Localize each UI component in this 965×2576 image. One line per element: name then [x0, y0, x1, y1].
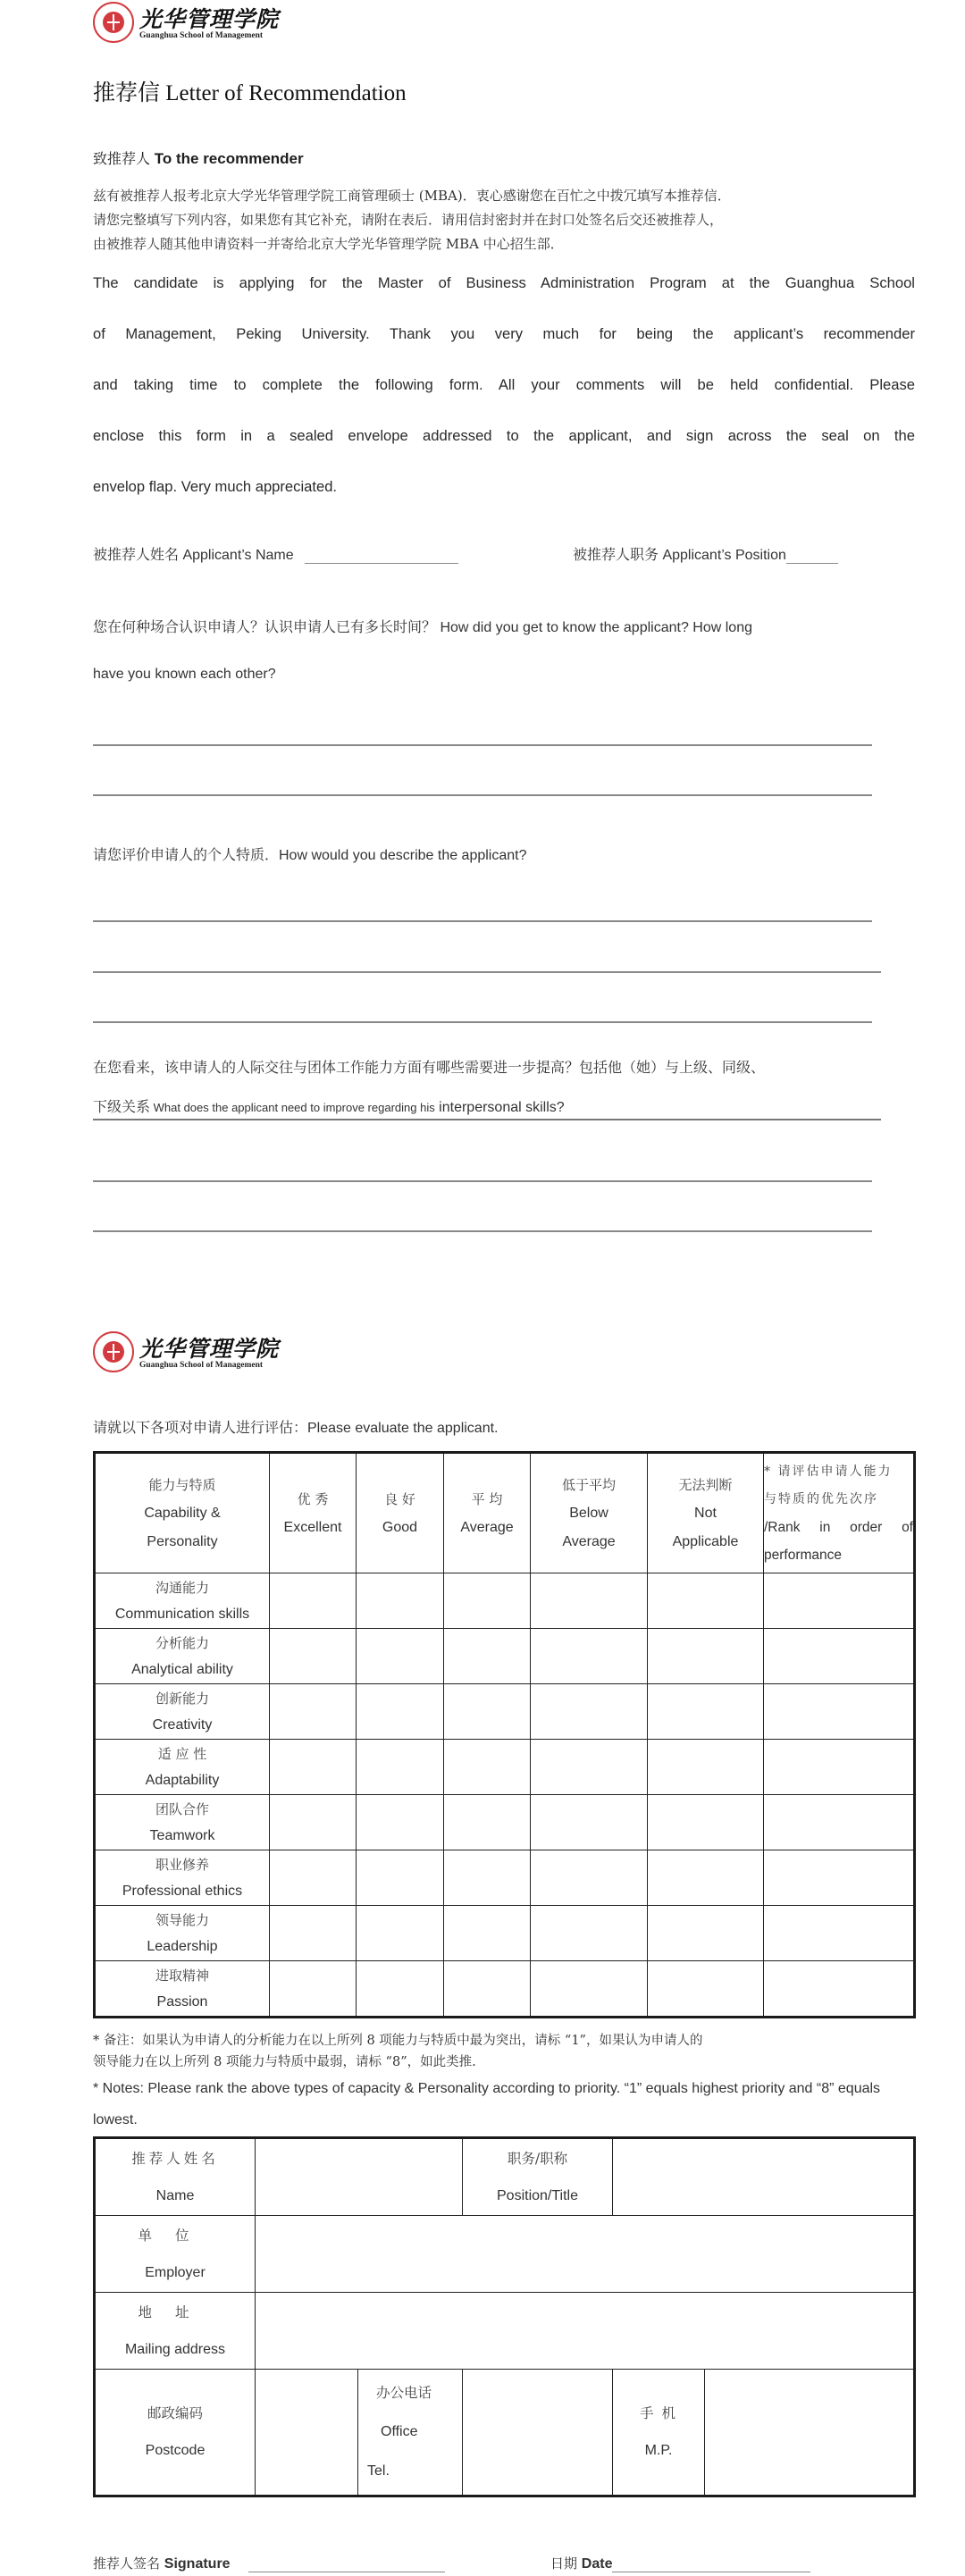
rating-cell-below-average[interactable]: [531, 1684, 648, 1740]
ranking-notes: [93, 2030, 915, 2135]
question-2-line: 请您评价申请人的个人特质．How would you describe the applicant?: [93, 848, 527, 863]
date-field: [550, 2554, 810, 2572]
rating-cell-not-applicable[interactable]: [648, 1740, 764, 1795]
table-row: [95, 1740, 915, 1795]
rating-cell-average[interactable]: [444, 1906, 531, 1961]
rating-cell-rank[interactable]: [764, 1906, 915, 1961]
capability-cn: 职业修养: [155, 1856, 209, 1873]
header-en: Capability &: [144, 1505, 221, 1521]
applicant-position-field: [573, 543, 838, 564]
employer-label-cn: 单位: [138, 2227, 213, 2244]
applicant-name-input[interactable]: [305, 547, 458, 564]
date-label-cn: 日期: [550, 2555, 582, 2572]
signature-field: [93, 2554, 445, 2572]
capability-cell: [95, 1961, 270, 2018]
capability-en: Leadership: [147, 1938, 218, 1954]
rating-cell-excellent[interactable]: [270, 1629, 357, 1684]
rating-cell-good[interactable]: [357, 1573, 444, 1629]
header-cn: 良 好: [384, 1490, 415, 1507]
capability-cn: 分析能力: [155, 1634, 209, 1651]
header-rank: [764, 1453, 915, 1573]
intro-cn-paragraph: [93, 184, 915, 256]
employer-row: [95, 2216, 915, 2293]
table-row: [95, 1961, 915, 2018]
header-cn: 平 均: [471, 1490, 503, 1507]
position-label-cn: 职务/职称: [507, 2150, 568, 2167]
intro-en-line: The candidate is applying for the Master of Business Administration Program at the Guanghua School: [93, 274, 915, 291]
signature-label-cn: 推荐人签名: [93, 2555, 164, 2572]
mobile-label-cell: [613, 2370, 705, 2496]
question-1-line: 您在何种场合认识申请人？认识申请人已有多长时间？ How did you get to know the applicant? How long: [93, 620, 752, 635]
answer-line[interactable]: [93, 920, 872, 922]
header-en: Excellent: [283, 1519, 342, 1535]
office-tel-input[interactable]: [463, 2370, 613, 2496]
capability-en: Creativity: [152, 1716, 213, 1733]
question-3-en: interpersonal skills?: [434, 1100, 565, 1115]
rating-cell-good[interactable]: [357, 1961, 444, 2018]
question-3-en-small: What does the applicant need to improve regarding his: [150, 1101, 435, 1114]
table-row: [95, 1795, 915, 1850]
question-1-line: have you known each other?: [93, 667, 276, 682]
address-label-cell: [95, 2293, 256, 2370]
header-en: performance: [764, 1547, 843, 1563]
note-cn-line: 领导能力在以上所列 8 项能力与特质中最弱，请标 “8”，如此类推.: [93, 2055, 476, 2069]
recommender-position-input[interactable]: [613, 2138, 915, 2216]
answer-line[interactable]: [93, 1230, 872, 1232]
rating-cell-not-applicable[interactable]: [648, 1961, 764, 2018]
note-cn-line: * 备注：如果认为申请人的分析能力在以上所列 8 项能力与特质中最为突出，请标 “1”，如果认为申请人的: [93, 2034, 703, 2048]
capability-cell: [95, 1629, 270, 1684]
capability-cn: 领导能力: [155, 1911, 209, 1928]
header-cn: 低于平均: [561, 1476, 616, 1493]
office-tel-label-en: Office: [381, 2424, 418, 2439]
capability-cn: 沟通能力: [155, 1579, 209, 1596]
rating-cell-not-applicable[interactable]: [648, 1850, 764, 1906]
name-label-en: Name: [155, 2187, 195, 2203]
rating-cell-not-applicable[interactable]: [648, 1573, 764, 1629]
mobile-label-en: M.P.: [644, 2443, 673, 2458]
header-cn: 能力与特质: [148, 1476, 216, 1493]
header-en: Good: [382, 1519, 418, 1535]
postcode-label-cell: [95, 2370, 256, 2496]
capability-cell: [95, 1740, 270, 1795]
capability-en: Professional ethics: [122, 1883, 243, 1899]
table-row: [95, 1684, 915, 1740]
header-en: Average: [460, 1519, 514, 1535]
date-label-en: Date: [581, 2556, 613, 2572]
header-en: Personality: [147, 1533, 218, 1549]
answer-line[interactable]: [93, 794, 872, 796]
capability-cell: [95, 1906, 270, 1961]
rating-cell-rank[interactable]: [764, 1629, 915, 1684]
rating-cell-excellent[interactable]: [270, 1850, 357, 1906]
rating-cell-average[interactable]: [444, 1684, 531, 1740]
capability-cell: [95, 1850, 270, 1906]
table-row: [95, 1906, 915, 1961]
question-3-line-2: [93, 1095, 881, 1120]
heading-cn: 致推荐人: [93, 150, 151, 167]
rating-cell-excellent[interactable]: [270, 1795, 357, 1850]
rating-cell-rank[interactable]: [764, 1795, 915, 1850]
rating-cell-excellent[interactable]: [270, 1906, 357, 1961]
header-cn: 优 秀: [297, 1490, 329, 1507]
rating-cell-rank[interactable]: [764, 1850, 915, 1906]
capability-cell: [95, 1573, 270, 1629]
evaluation-table: [93, 1451, 916, 2018]
answer-line[interactable]: [93, 971, 881, 973]
rating-cell-rank[interactable]: [764, 1961, 915, 2018]
university-seal-icon: [93, 1331, 134, 1372]
postcode-label-en: Postcode: [145, 2443, 206, 2458]
university-seal-icon: [93, 2, 134, 43]
header-below-average: [531, 1453, 648, 1573]
header-en: Below: [569, 1505, 608, 1521]
rating-cell-below-average[interactable]: [531, 1906, 648, 1961]
position-label-cell: [463, 2138, 613, 2216]
signature-label-en: Signature: [164, 2556, 231, 2572]
office-tel-label-en2: Tel.: [367, 2463, 390, 2479]
rating-cell-below-average[interactable]: [531, 1961, 648, 2018]
capability-en: Adaptability: [145, 1772, 220, 1788]
answer-line[interactable]: [93, 744, 872, 746]
rating-cell-not-applicable[interactable]: [648, 1906, 764, 1961]
intro-cn-line: 请您完整填写下列内容，如果您有其它补充，请附在表后．请用信封密封并在封口处签名后交还被推荐人，: [93, 212, 724, 228]
intro-cn-line: 兹有被推荐人报考北京大学光华管理学院工商管理硕士 (MBA)．衷心感谢您在百忙之中拨冗填写本推荐信．: [93, 188, 731, 204]
capability-cell: [95, 1684, 270, 1740]
question-3-cn: 下级关系: [93, 1100, 151, 1115]
question-3-line: 在您看来，该申请人的人际交往与团体工作能力方面有哪些需要进一步提高？包括他（她）与上级、同级、: [93, 1061, 766, 1076]
postcode-label-cn: 邮政编码: [147, 2405, 203, 2421]
header-en: Applicable: [672, 1533, 739, 1549]
recommender-name-input[interactable]: [256, 2138, 463, 2216]
rating-cell-rank[interactable]: [764, 1740, 915, 1795]
rating-cell-average[interactable]: [444, 1850, 531, 1906]
logo-cn-name: 光华管理学院: [139, 6, 280, 32]
mobile-input[interactable]: [705, 2370, 915, 2496]
rating-cell-average[interactable]: [444, 1740, 531, 1795]
recommender-name-row: [95, 2138, 915, 2216]
rating-cell-good[interactable]: [357, 1629, 444, 1684]
name-label-cell: [95, 2138, 256, 2216]
school-logo: [93, 1331, 290, 1378]
rating-cell-excellent[interactable]: [270, 1573, 357, 1629]
office-tel-label-cell: [358, 2370, 463, 2496]
rating-cell-not-applicable[interactable]: [648, 1795, 764, 1850]
applicant-name-label: 被推荐人姓名 Applicant’s Name: [93, 548, 294, 563]
logo-en-name: Guanghua School of Management: [139, 1361, 264, 1370]
name-label-cn: 推荐人姓名: [131, 2150, 219, 2167]
header-excellent: [270, 1453, 357, 1573]
address-row: [95, 2293, 915, 2370]
rating-cell-excellent[interactable]: [270, 1961, 357, 2018]
header-average: [444, 1453, 531, 1573]
intro-en-line: envelop flap. Very much appreciated.: [93, 478, 338, 495]
header-cn: 无法判断: [678, 1476, 733, 1493]
capability-en: Analytical ability: [131, 1661, 233, 1677]
capability-cn: 团队合作: [155, 1800, 209, 1817]
rating-cell-average[interactable]: [444, 1961, 531, 2018]
address-label-en: Mailing address: [124, 2341, 226, 2357]
header-cn: * 请评估申请人能力: [764, 1464, 893, 1479]
header-capability: [95, 1453, 270, 1573]
heading-en: To the recommender: [150, 150, 304, 167]
address-input[interactable]: [256, 2293, 915, 2370]
employer-label-cell: [95, 2216, 256, 2293]
logo-cn-name: 光华管理学院: [139, 1336, 280, 1362]
capability-cn: 创新能力: [155, 1690, 209, 1707]
header-en: Not: [694, 1505, 717, 1521]
rating-cell-good[interactable]: [357, 1795, 444, 1850]
header-not-applicable: [648, 1453, 764, 1573]
logo-en-name: Guanghua School of Management: [139, 31, 264, 40]
capability-cn: 进取精神: [155, 1967, 209, 1984]
employer-input[interactable]: [256, 2216, 915, 2293]
applicant-position-label: 被推荐人职务 Applicant’s Position: [573, 548, 786, 563]
applicant-position-input[interactable]: [786, 547, 838, 564]
recommender-info-table: [93, 2136, 916, 2497]
capability-cell: [95, 1795, 270, 1850]
date-input[interactable]: [612, 2555, 810, 2572]
header-en: /Rank in order of: [764, 1519, 913, 1535]
recommender-heading: [93, 147, 304, 168]
school-logo: [93, 2, 290, 48]
rating-cell-good[interactable]: [357, 1740, 444, 1795]
contact-row: [95, 2370, 915, 2496]
capability-en: Teamwork: [149, 1827, 215, 1843]
rating-cell-below-average[interactable]: [531, 1850, 648, 1906]
table-row: [95, 1629, 915, 1684]
header-cn: 与特质的优先次序: [764, 1491, 878, 1506]
rating-cell-below-average[interactable]: [531, 1573, 648, 1629]
mobile-label-cn: 手 机: [640, 2405, 677, 2421]
rating-cell-not-applicable[interactable]: [648, 1684, 764, 1740]
rating-cell-good[interactable]: [357, 1906, 444, 1961]
intro-en-line: and taking time to complete the following form. All your comments will be held confidential. Please: [93, 376, 915, 393]
rating-cell-excellent[interactable]: [270, 1684, 357, 1740]
rating-cell-rank[interactable]: [764, 1684, 915, 1740]
rating-cell-excellent[interactable]: [270, 1740, 357, 1795]
capability-en: Communication skills: [114, 1606, 250, 1622]
rating-cell-below-average[interactable]: [531, 1795, 648, 1850]
rating-cell-average[interactable]: [444, 1795, 531, 1850]
page-title: 推荐信 Letter of Recommendation: [93, 81, 407, 105]
capability-cn: 适 应 性: [157, 1745, 207, 1762]
table-row: [95, 1573, 915, 1629]
rating-cell-below-average[interactable]: [531, 1629, 648, 1684]
answer-line[interactable]: [93, 1180, 872, 1182]
rating-cell-not-applicable[interactable]: [648, 1629, 764, 1684]
table-header-row: [95, 1453, 915, 1573]
signature-input[interactable]: [248, 2555, 445, 2572]
address-label-cn: 地址: [138, 2303, 213, 2320]
answer-line[interactable]: [93, 1021, 872, 1023]
rating-cell-below-average[interactable]: [531, 1740, 648, 1795]
postcode-input[interactable]: [256, 2370, 358, 2496]
intro-en-line: of Management, Peking University. Thank you very much for being the applicant’s recommender: [93, 325, 915, 342]
position-label-en: Position/Title: [497, 2187, 578, 2203]
evaluation-intro: 请就以下各项对申请人进行评估：Please evaluate the applicant.: [93, 1421, 499, 1436]
applicant-name-field: [93, 543, 458, 564]
rating-cell-average[interactable]: [444, 1573, 531, 1629]
header-en: Average: [562, 1533, 616, 1549]
header-good: [357, 1453, 444, 1573]
capability-en: Passion: [156, 1993, 208, 2010]
rating-cell-good[interactable]: [357, 1684, 444, 1740]
note-en: * Notes: Please rank the above types of capacity & Personality according to priority. “1” equals highest priority and “8” equals lowest.: [93, 2081, 881, 2127]
intro-en-line: enclose this form in a sealed envelope addressed to the applicant, and sign across the seal on the: [93, 427, 915, 444]
office-tel-label-cn: 办公电话: [376, 2385, 432, 2401]
rating-cell-good[interactable]: [357, 1850, 444, 1906]
rating-cell-rank[interactable]: [764, 1573, 915, 1629]
table-row: [95, 1850, 915, 1906]
intro-cn-line: 由被推荐人随其他申请资料一并寄给北京大学光华管理学院 MBA 中心招生部．: [93, 236, 564, 252]
rating-cell-average[interactable]: [444, 1629, 531, 1684]
employer-label-en: Employer: [145, 2264, 206, 2280]
